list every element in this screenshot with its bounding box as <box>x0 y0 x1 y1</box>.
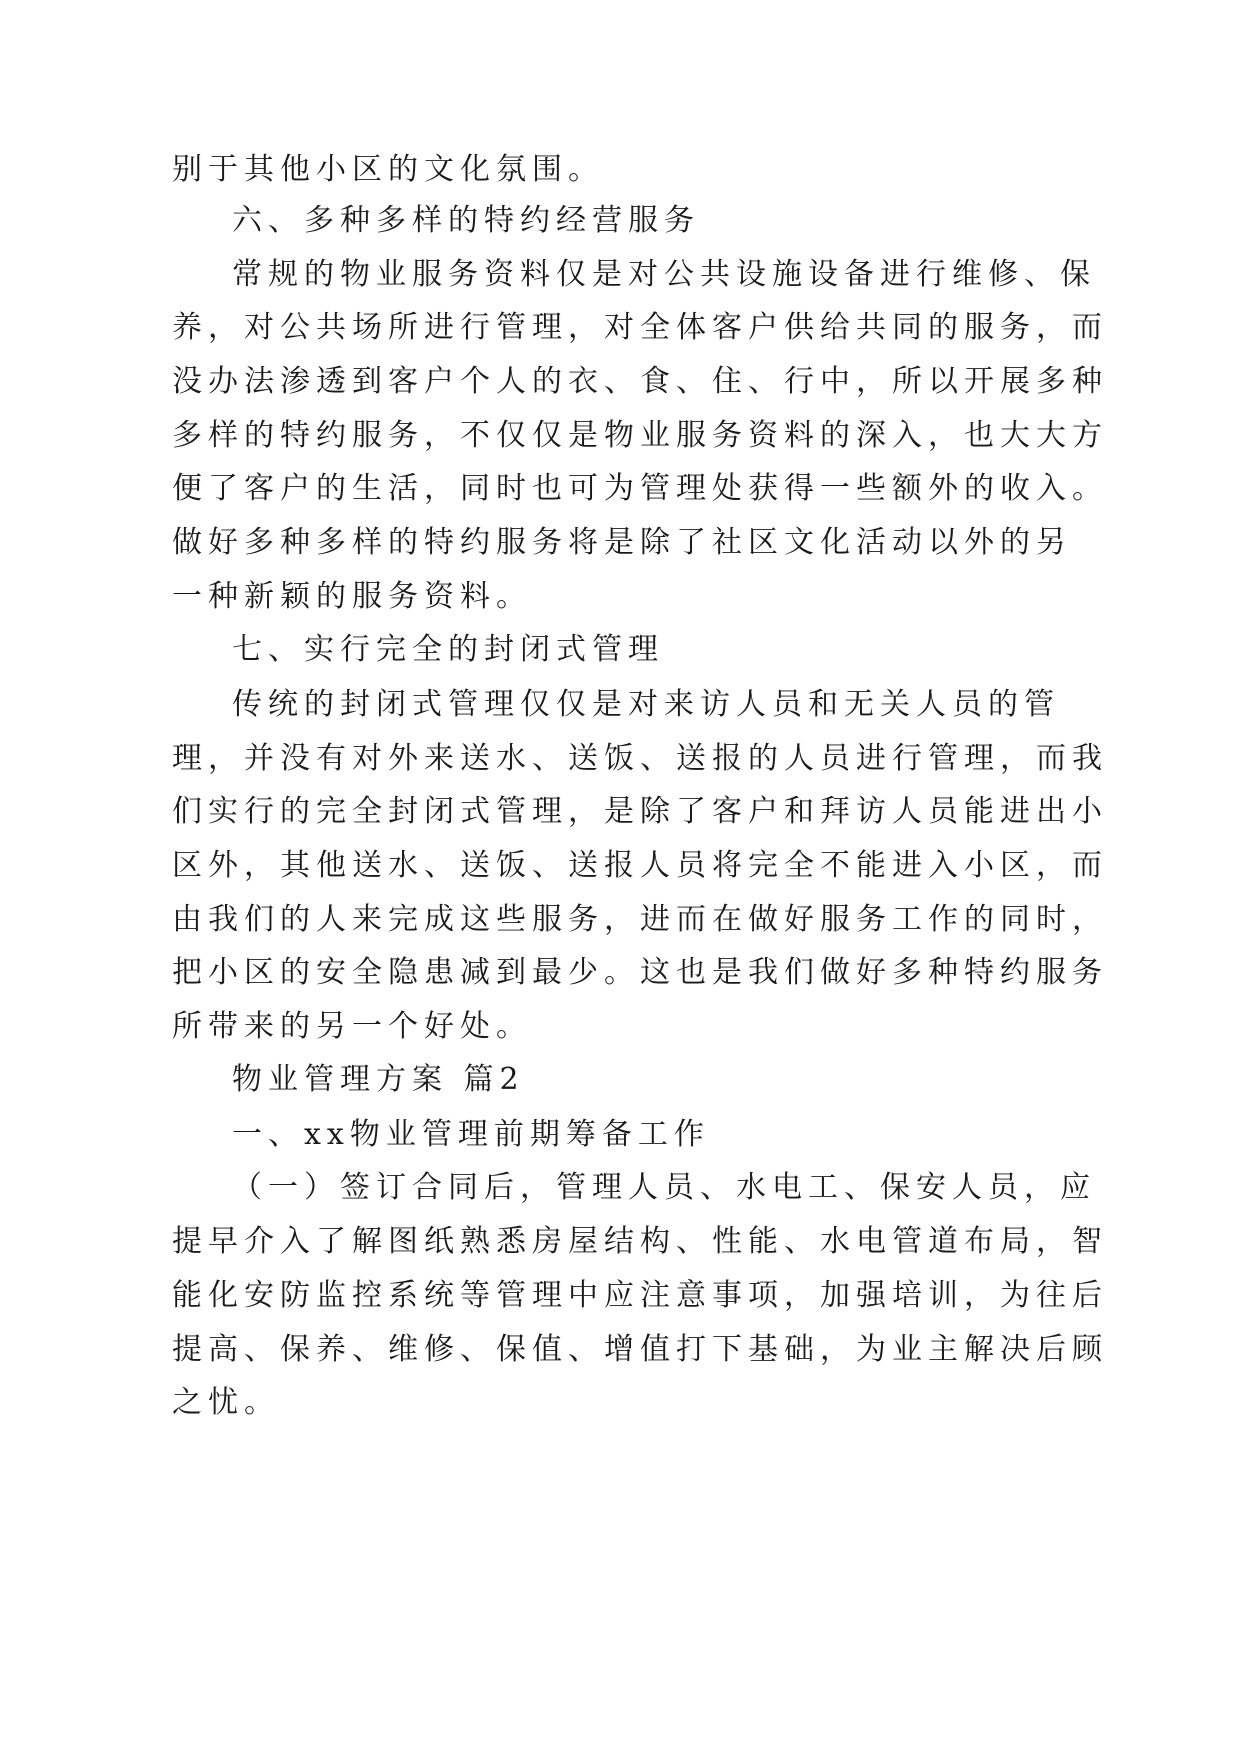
body-text-line: 做好多种多样的特约服务将是除了社区文化活动以外的另 <box>172 525 1072 560</box>
body-text-line: 把小区的安全隐患减到最少。这也是我们做好多种特约服务 <box>172 955 1108 990</box>
body-text-line: 常规的物业服务资料仅是对公共设施设备进行维修、保 <box>232 257 1096 292</box>
body-text-line: 区外，其他送水、送饭、送报人员将完全不能进入小区，而 <box>172 848 1108 883</box>
body-text-line: 由我们的人来完成这些服务，进而在做好服务工作的同时， <box>172 902 1108 937</box>
section-heading: 一、xx物业管理前期筹备工作 <box>232 1117 710 1152</box>
body-text-line: （一）签订合同后，管理人员、水电工、保安人员，应 <box>232 1170 1096 1205</box>
body-text-line: 提早介入了解图纸熟悉房屋结构、性能、水电管道布局，智 <box>172 1224 1108 1259</box>
body-text-line: 传统的封闭式管理仅仅是对来访人员和无关人员的管 <box>232 687 1060 722</box>
body-text-line: 们实行的完全封闭式管理，是除了客户和拜访人员能进出小 <box>172 794 1108 829</box>
body-text-line: 一种新颖的服务资料。 <box>172 579 532 614</box>
body-text-line: 养，对公共场所进行管理，对全体客户供给共同的服务，而 <box>172 310 1108 345</box>
body-text-line: 所带来的另一个好处。 <box>172 1009 532 1044</box>
body-text-line: 没办法渗透到客户个人的衣、食、住、行中，所以开展多种 <box>172 364 1108 399</box>
section-heading: 六、多种多样的特约经营服务 <box>232 203 700 238</box>
body-text-line: 多样的特约服务，不仅仅是物业服务资料的深入，也大大方 <box>172 418 1108 453</box>
body-text-line: 之忧。 <box>172 1385 280 1420</box>
body-text-line: 提高、保养、维修、保值、增值打下基础，为业主解决后顾 <box>172 1332 1108 1367</box>
body-text-line: 别于其他小区的文化氛围。 <box>172 152 604 187</box>
section-heading: 七、实行完全的封闭式管理 <box>232 632 664 667</box>
body-text-line: 理，并没有对外来送水、送饭、送报的人员进行管理，而我 <box>172 741 1108 776</box>
document-title: 物业管理方案 篇2 <box>232 1062 525 1097</box>
body-text-line: 能化安防监控系统等管理中应注意事项，加强培训，为往后 <box>172 1278 1108 1313</box>
body-text-line: 便了客户的生活，同时也可为管理处获得一些额外的收入。 <box>172 471 1108 506</box>
